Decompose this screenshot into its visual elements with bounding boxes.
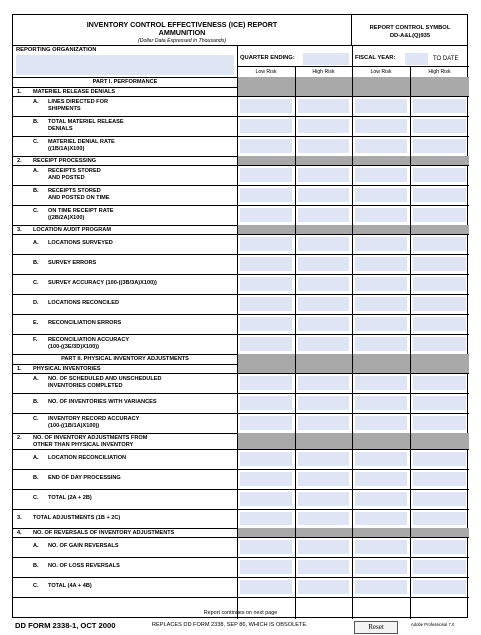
shaded-cell [353,77,410,87]
line-item-row [13,185,469,205]
item-letter: E. [33,320,39,326]
item-letter: C. [33,280,39,286]
item-label: INVENTORY RECORD ACCURACY [48,416,140,422]
value-field[interactable] [355,580,407,594]
section-row [13,433,469,449]
value-field[interactable] [355,188,407,202]
value-field[interactable] [298,452,349,466]
value-field[interactable] [355,317,407,331]
shaded-cell [238,225,295,234]
line-item-row [13,373,469,393]
reporting-org-field[interactable] [16,55,234,75]
value-field[interactable] [355,512,407,525]
value-field[interactable] [413,119,466,133]
item-label: NO. OF LOSS REVERSALS [48,563,120,569]
item-letter: B. [33,399,39,405]
fiscal-year-field[interactable] [405,53,428,65]
column-header-divider [237,66,469,67]
shaded-cell [411,364,469,373]
value-field[interactable] [355,337,407,351]
value-field[interactable] [298,277,349,291]
item-letter: A. [33,240,39,246]
item-label: RECONCILIATION ERRORS [48,320,122,326]
section-number: 3. [17,227,22,233]
line-item-row [13,96,469,116]
section-number: 3. [17,515,22,521]
line-item-row [13,116,469,136]
section-number: 2. [17,158,22,164]
section-label-line2: OTHER THAN PHYSICAL INVENTORY [33,442,134,448]
value-field[interactable] [413,452,466,466]
value-field[interactable] [240,168,292,182]
value-field[interactable] [240,188,292,202]
line-item-row [13,393,469,413]
value-field[interactable] [240,512,292,525]
line-item-row [13,234,469,254]
col-high-risk-1: High Risk [312,69,335,75]
shaded-cell [238,87,295,96]
value-field[interactable] [298,337,349,351]
item-label: NO. OF GAIN REVERSALS [48,543,119,549]
item-label-line2: INVENTORIES COMPLETED [48,383,123,389]
section-row [13,509,469,528]
value-field[interactable] [355,208,407,222]
value-field[interactable] [413,208,466,222]
line-item-row [13,449,469,469]
value-field[interactable] [298,257,349,271]
item-letter: A. [33,99,39,105]
shaded-cell [353,156,410,165]
section-label: LOCATION AUDIT PROGRAM [33,227,111,233]
section-row [13,87,469,96]
shaded-cell [238,433,295,449]
value-field[interactable] [355,237,407,251]
item-letter: C. [33,583,39,589]
value-field[interactable] [413,560,466,574]
line-item-row [13,537,469,557]
section-label: TOTAL ADJUSTMENTS (1B + 2C) [33,515,121,521]
reset-button[interactable]: Reset [354,621,398,634]
value-field[interactable] [355,168,407,182]
section-row [13,225,469,234]
shaded-cell [411,225,469,234]
shaded-cell [353,364,410,373]
value-field[interactable] [355,139,407,153]
shaded-cell [353,225,410,234]
value-field[interactable] [298,208,349,222]
shaded-cell [238,77,295,87]
section-number: 1. [17,89,22,95]
col-low-risk-2: Low Risk [370,69,392,75]
value-field[interactable] [413,396,466,410]
shaded-cell [296,87,352,96]
shaded-cell [411,87,469,96]
col-high-risk-2: High Risk [428,69,451,75]
item-label: TOTAL (4A + 4B) [48,583,92,589]
value-field[interactable] [413,492,466,506]
value-field[interactable] [413,540,466,554]
value-field[interactable] [240,416,292,430]
value-field[interactable] [413,99,466,113]
item-label-line2: ((2B/2A)X100) [48,215,85,221]
value-field[interactable] [298,119,349,133]
value-field[interactable] [355,416,407,430]
shaded-cell [238,364,295,373]
item-label: RECEIPTS STORED [48,168,101,174]
value-field[interactable] [298,396,349,410]
item-label: SURVEY ACCURACY (100-((3B/3A)X100)) [48,280,157,286]
item-label: MATERIEL DENIAL RATE [48,139,115,145]
item-label: RECEIPTS STORED [48,188,101,194]
value-field[interactable] [355,376,407,390]
value-field[interactable] [355,257,407,271]
section-label: NO. OF INVENTORY ADJUSTMENTS FROM [33,435,148,441]
to-date-label: TO DATE [433,56,459,62]
shaded-cell [411,528,469,537]
value-field[interactable] [298,99,349,113]
value-field[interactable] [240,99,292,113]
item-letter: B. [33,260,39,266]
item-label: LOCATIONS RECONCILED [48,300,120,306]
item-letter: B. [33,188,39,194]
value-field[interactable] [298,492,349,506]
form-title: INVENTORY CONTROL EFFECTIVENESS (ICE) REPORT AMMUNITION [86,20,278,37]
value-field[interactable] [355,560,407,574]
shaded-cell [411,433,469,449]
value-field[interactable] [298,472,349,486]
item-label: ON TIME RECEIPT RATE [48,208,114,214]
software-note: Adobe Professional 7.0 [411,622,455,627]
shaded-cell [238,528,295,537]
quarter-ending-field[interactable] [303,53,349,65]
value-field[interactable] [413,237,466,251]
item-label: NO. OF INVENTORIES WITH VARIANCES [48,399,157,405]
part-heading: PART I. PERFORMANCE [92,79,158,85]
value-field[interactable] [298,139,349,153]
item-label-line2: SHIPMENTS [48,106,81,112]
shaded-cell [238,156,295,165]
line-item-row [13,294,469,314]
value-field[interactable] [413,168,466,182]
value-field[interactable] [355,119,407,133]
line-item-row [13,557,469,577]
item-letter: C. [33,208,39,214]
item-letter: A. [33,168,39,174]
form-frame [12,14,468,618]
value-field[interactable] [298,560,349,574]
line-item-row [13,254,469,274]
section-label: RECEIPT PROCESSING [33,158,97,164]
line-item-row [13,334,469,354]
value-field[interactable] [355,452,407,466]
value-field[interactable] [240,237,292,251]
value-field[interactable] [413,337,466,351]
value-field[interactable] [298,580,349,594]
item-label: NO. OF SCHEDULED AND UNSCHEDULED [48,376,162,382]
section-number: 1. [17,366,22,372]
item-label: TOTAL MATERIEL RELEASE [48,119,124,125]
value-field[interactable] [355,492,407,506]
value-field[interactable] [240,452,292,466]
value-field[interactable] [240,560,292,574]
shaded-cell [411,77,469,87]
item-letter: B. [33,119,39,125]
report-control-symbol: REPORT CONTROL SYMBOL DD-A&L(Q)935 [369,25,451,39]
shaded-cell [296,225,352,234]
item-label-line2: ((1B/1A)X100) [48,146,85,152]
item-letter: C. [33,495,39,501]
replaces-note: REPLACES DD FORM 2338, SEP 86, WHICH IS OBSOLETE. [152,622,308,628]
item-label-line2: (100-((1B/1A)X100)) [48,423,100,429]
value-field[interactable] [298,512,349,525]
value-field[interactable] [413,376,466,390]
shaded-cell [353,87,410,96]
item-letter: A. [33,376,39,382]
line-item-row [13,489,469,509]
quarter-ending-label: QUARTER ENDING: [240,55,295,61]
item-label: LOCATION RECONCILIATION [48,455,127,461]
item-letter: C. [33,139,39,145]
value-field[interactable] [298,168,349,182]
line-item-row [13,165,469,185]
value-field[interactable] [355,472,407,486]
shaded-cell [353,354,410,364]
part-heading-row [13,77,469,87]
section-label: NO. OF REVERSALS OF INVENTORY ADJUSTMENTS [33,530,175,536]
value-field[interactable] [240,337,292,351]
value-field[interactable] [240,396,292,410]
section-label: MATERIEL RELEASE DENIALS [33,89,116,95]
part-heading-row [13,354,469,364]
section-row [13,364,469,373]
shaded-cell [296,354,352,364]
item-label-line2: AND POSTED [48,175,85,181]
section-number: 4. [17,530,22,536]
value-field[interactable] [355,540,407,554]
value-field[interactable] [355,99,407,113]
value-field[interactable] [240,257,292,271]
line-item-row [13,314,469,334]
value-field[interactable] [413,139,466,153]
line-item-row [13,577,469,597]
line-item-row [13,469,469,489]
value-field[interactable] [240,119,292,133]
item-letter: A. [33,543,39,549]
shaded-cell [411,156,469,165]
value-field[interactable] [240,277,292,291]
item-label-line2: (100-((3E/3D)X100)) [48,344,99,350]
col-low-risk-1: Low Risk [255,69,277,75]
shaded-cell [238,354,295,364]
value-field[interactable] [413,188,466,202]
section-row [13,156,469,165]
shaded-cell [296,433,352,449]
item-label: SURVEY ERRORS [48,260,97,266]
value-field[interactable] [413,512,466,525]
value-field[interactable] [355,297,407,311]
value-field[interactable] [240,208,292,222]
item-label-line2: DENIALS [48,126,73,132]
fiscal-year-label: FISCAL YEAR: [355,55,396,61]
form-id: DD FORM 2338-1, OCT 2000 [15,621,116,630]
item-letter: B. [33,475,39,481]
shaded-cell [296,156,352,165]
line-item-row [13,274,469,294]
value-field[interactable] [240,580,292,594]
value-field[interactable] [413,317,466,331]
item-label: RECONCILIATION ACCURACY [48,337,130,343]
form-subtitle: (Dollar Data Expressed in Thousands) [138,38,226,44]
part-heading: PART II. PHYSICAL INVENTORY ADJUSTMENTS [61,356,189,362]
shaded-cell [296,364,352,373]
item-letter: D. [33,300,39,306]
value-field[interactable] [298,188,349,202]
value-field[interactable] [413,472,466,486]
value-field[interactable] [298,540,349,554]
item-label: END OF DAY PROCESSING [48,475,121,481]
value-field[interactable] [240,492,292,506]
item-letter: F. [33,337,38,343]
value-field[interactable] [355,277,407,291]
value-field[interactable] [298,317,349,331]
value-field[interactable] [240,472,292,486]
item-letter: B. [33,563,39,569]
line-item-row [13,413,469,433]
value-field[interactable] [413,277,466,291]
value-field[interactable] [413,416,466,430]
line-item-row [13,136,469,156]
item-label: TOTAL (2A + 2B) [48,495,92,501]
value-field[interactable] [355,396,407,410]
item-label-line2: AND POSTED ON TIME [48,195,110,201]
value-field[interactable] [240,540,292,554]
shaded-cell [353,433,410,449]
value-field[interactable] [298,376,349,390]
item-letter: A. [33,455,39,461]
value-field[interactable] [413,257,466,271]
value-field[interactable] [240,376,292,390]
value-field[interactable] [413,580,466,594]
value-field[interactable] [413,297,466,311]
shaded-cell [296,528,352,537]
shaded-cell [353,528,410,537]
item-letter: C. [33,416,39,422]
shaded-cell [296,77,352,87]
value-field[interactable] [240,297,292,311]
value-field[interactable] [240,317,292,331]
shaded-cell [411,354,469,364]
section-number: 2. [17,435,22,441]
value-field[interactable] [298,237,349,251]
section-row [13,528,469,537]
continue-note: Report continues on next page [203,610,278,616]
value-field[interactable] [298,297,349,311]
reporting-org-label: REPORTING ORGANIZATION [16,47,97,53]
value-field[interactable] [240,139,292,153]
line-item-row [13,205,469,225]
section-label: PHYSICAL INVENTORIES [33,366,101,372]
value-field[interactable] [298,416,349,430]
item-label: LOCATIONS SURVEYED [48,240,113,246]
item-label: LINES DIRECTED FOR [48,99,108,105]
